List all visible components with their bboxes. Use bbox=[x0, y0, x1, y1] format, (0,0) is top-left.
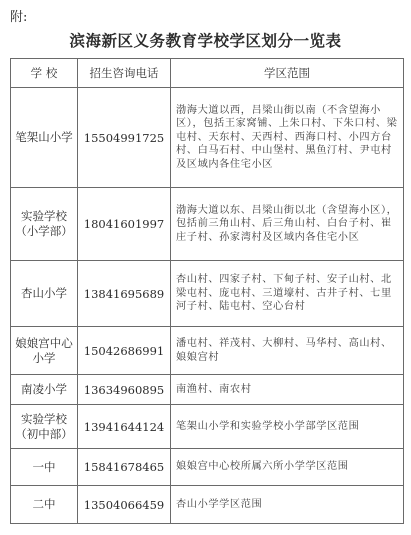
table-row bbox=[11, 486, 404, 524]
school-district-table bbox=[10, 58, 404, 524]
phone-number: 13634960895 bbox=[78, 375, 171, 405]
district-range: 潘屯村、祥茂村、大柳村、马华村、高山村、娘娘宫村 bbox=[171, 327, 404, 375]
table-row bbox=[11, 261, 404, 327]
school-name: 杏山小学 bbox=[21, 286, 67, 300]
table-row bbox=[11, 449, 404, 486]
district-range: 渤海大道以东、吕梁山街以北（含望海小区），包括前三角山村、后三角山村、白台子村、崔庄子村、孙家湾村及区域内各住宅小区 bbox=[171, 188, 404, 261]
table-row bbox=[11, 375, 404, 405]
phone-number: 18041601997 bbox=[78, 188, 171, 261]
school-name: 娘娘宫中心小学 bbox=[15, 335, 73, 365]
school-name: 南凌小学 bbox=[21, 382, 67, 396]
school-name: 实验学校（初中部） bbox=[15, 411, 73, 441]
table-row bbox=[11, 405, 404, 449]
header-school: 学 校 bbox=[11, 59, 78, 88]
district-range: 笔架山小学和实验学校小学部学区范围 bbox=[171, 405, 404, 449]
header-area: 学区范围 bbox=[171, 59, 404, 88]
phone-number: 13941644124 bbox=[78, 405, 171, 449]
table-row bbox=[11, 327, 404, 375]
school-name: 一中 bbox=[32, 459, 56, 474]
table-row bbox=[11, 188, 404, 261]
phone-number: 13841695689 bbox=[78, 261, 171, 327]
district-range: 娘娘宫中心校所属六所小学学区范围 bbox=[171, 449, 404, 486]
district-range: 杏山村、四家子村、下甸子村、安子山村、北梁屯村、庞屯村、三道壕村、古井子村、七里河子村、陆屯村、空心台村 bbox=[171, 261, 404, 327]
school-name: 实验学校（小学部） bbox=[15, 209, 73, 238]
phone-number: 13504066459 bbox=[78, 486, 171, 524]
page-title: 滨海新区义务教育学校学区划分一览表 bbox=[69, 32, 342, 50]
phone-number: 15042686991 bbox=[78, 327, 171, 375]
school-name: 笔架山小学 bbox=[15, 130, 73, 144]
prefix-label: 附: bbox=[10, 10, 28, 25]
table-row bbox=[11, 88, 404, 188]
header-phone: 招生咨询电话 bbox=[78, 59, 171, 88]
table-header-row bbox=[11, 59, 404, 88]
school-name: 二中 bbox=[32, 497, 56, 511]
district-range: 南渔村、南农村 bbox=[171, 375, 404, 405]
phone-number: 15841678465 bbox=[78, 449, 171, 486]
phone-number: 15504991725 bbox=[78, 88, 171, 188]
district-range: 杏山小学学区范围 bbox=[171, 486, 404, 524]
district-range: 渤海大道以西，吕梁山街以南（不含望海小区），包括王家窝铺、上朱口村、下朱口村、梁屯村、天东村、天西村、西海口村、小四方台村、白马石村、中山堡村、黑鱼汀村、尹屯村及区域内各住宅小区 bbox=[171, 88, 404, 188]
